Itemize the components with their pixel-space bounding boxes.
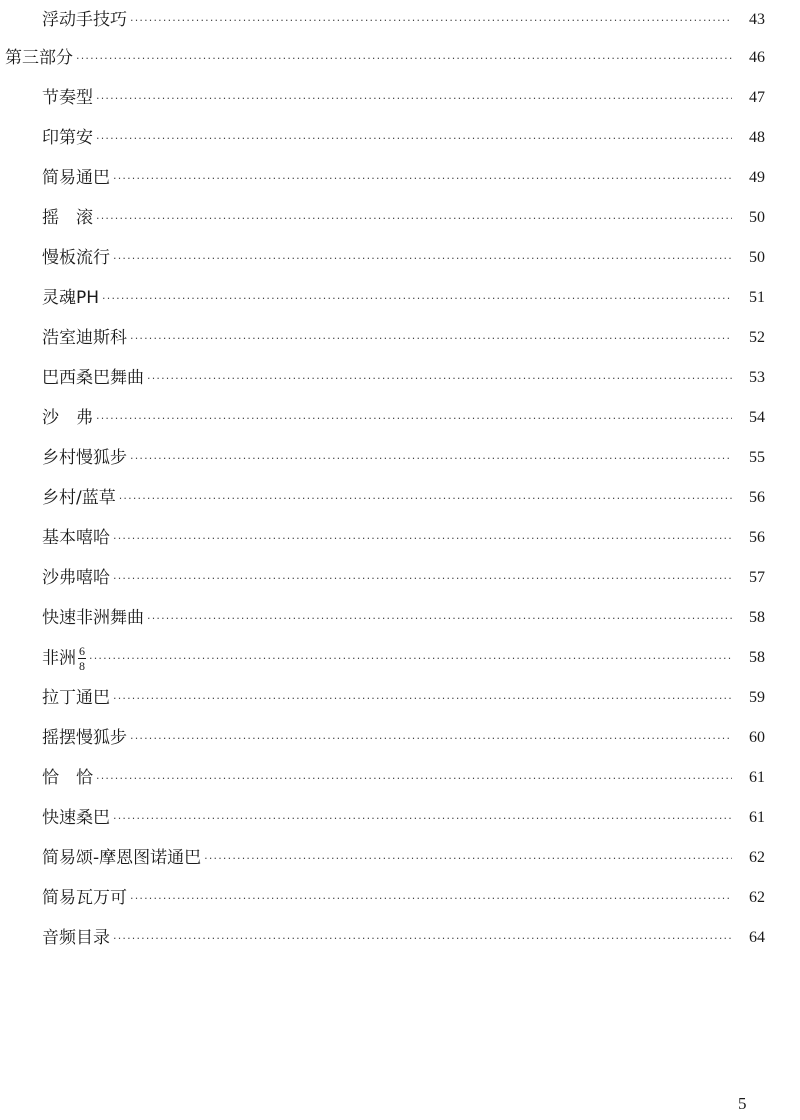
toc-entry-title: 乡村/蓝草 xyxy=(42,488,116,508)
toc-entry-title: 简易通巴 xyxy=(42,168,110,188)
dot-leader xyxy=(130,888,732,908)
toc-entry-title: 沙 弗 xyxy=(42,408,93,428)
toc-entry[interactable] xyxy=(0,678,800,718)
fraction-numerator: 6 xyxy=(79,643,85,658)
toc-section-heading[interactable] xyxy=(0,38,800,78)
toc-entry-page: 58 xyxy=(749,649,765,666)
toc-entry-page: 57 xyxy=(749,569,765,586)
dot-leader xyxy=(113,808,732,828)
page-number: 5 xyxy=(738,1094,747,1113)
dot-leader xyxy=(102,288,732,308)
toc-entry-page: 54 xyxy=(749,409,765,426)
toc-entry-page: 62 xyxy=(749,849,765,866)
toc-entry-page: 60 xyxy=(749,729,765,746)
dot-leader xyxy=(130,328,732,348)
toc-entry-title: 节奏型 xyxy=(42,88,93,108)
time-signature-fraction xyxy=(78,645,86,672)
dot-leader xyxy=(113,248,732,268)
toc-entry[interactable] xyxy=(0,278,800,318)
toc-entry[interactable] xyxy=(0,838,800,878)
toc-entry-title: 摇摆慢狐步 xyxy=(42,728,127,748)
toc-entry-page: 51 xyxy=(749,289,765,306)
toc-entry-page: 52 xyxy=(749,329,765,346)
toc-entry-title xyxy=(42,645,86,672)
toc-entry-title: 快速非洲舞曲 xyxy=(42,608,144,628)
toc-entry[interactable] xyxy=(0,598,800,638)
dot-leader xyxy=(147,368,732,388)
toc-entry-page: 47 xyxy=(749,89,765,106)
toc-entry[interactable] xyxy=(0,158,800,198)
toc-entry[interactable] xyxy=(0,318,800,358)
toc-entry-page: 62 xyxy=(749,889,765,906)
toc-entry-page: 56 xyxy=(749,489,765,506)
toc-entry[interactable] xyxy=(0,118,800,158)
toc-entry-title: 简易瓦万可 xyxy=(42,888,127,908)
toc-entry[interactable] xyxy=(0,0,800,40)
dot-leader xyxy=(113,928,732,948)
dot-leader xyxy=(89,648,732,668)
toc-entry-page: 53 xyxy=(749,369,765,386)
dot-leader xyxy=(96,408,732,428)
dot-leader xyxy=(76,48,732,68)
toc-entry-title: 灵魂PH xyxy=(42,288,100,308)
toc-entry-page: 64 xyxy=(749,929,765,946)
toc-entry-title: 摇 滚 xyxy=(42,208,93,228)
toc-entry-page: 43 xyxy=(749,11,765,28)
toc-entry-title: 慢板流行 xyxy=(42,248,110,268)
dot-leader xyxy=(130,10,732,30)
toc-entry-title: 拉丁通巴 xyxy=(42,688,110,708)
toc-entry-page: 58 xyxy=(749,609,765,626)
toc-entry-page: 50 xyxy=(749,209,765,226)
dot-leader xyxy=(96,768,732,788)
fraction-denominator: 8 xyxy=(79,658,85,673)
toc-entry[interactable] xyxy=(0,358,800,398)
dot-leader xyxy=(119,488,732,508)
dot-leader xyxy=(113,168,732,188)
dot-leader xyxy=(130,448,732,468)
dot-leader xyxy=(96,208,732,228)
toc-entry[interactable] xyxy=(0,758,800,798)
toc-entry[interactable] xyxy=(0,398,800,438)
toc-entry-title: 简易颂-摩恩图诺通巴 xyxy=(42,848,202,868)
toc-entry[interactable] xyxy=(0,878,800,918)
toc-entry-page: 46 xyxy=(749,49,765,66)
toc-entry-title: 快速桑巴 xyxy=(42,808,110,828)
toc-entry-title: 浮动手技巧 xyxy=(42,10,127,30)
dot-leader xyxy=(113,528,732,548)
toc-entry-page: 56 xyxy=(749,529,765,546)
toc-entry[interactable] xyxy=(0,78,800,118)
toc-entry-title: 恰 恰 xyxy=(42,768,93,788)
toc-entry-page: 61 xyxy=(749,769,765,786)
toc-entry-page: 55 xyxy=(749,449,765,466)
toc-entry[interactable] xyxy=(0,438,800,478)
toc-entry[interactable] xyxy=(0,798,800,838)
toc-entry[interactable] xyxy=(0,518,800,558)
toc-entry[interactable] xyxy=(0,918,800,958)
toc-entry-title: 基本嘻哈 xyxy=(42,528,110,548)
toc-entry-title: 巴西桑巴舞曲 xyxy=(42,368,144,388)
toc-section-title: 第三部分 xyxy=(5,48,73,68)
toc-entry-title: 浩室迪斯科 xyxy=(42,328,127,348)
toc-entry[interactable] xyxy=(0,238,800,278)
dot-leader xyxy=(130,728,732,748)
toc-entry-page: 50 xyxy=(749,249,765,266)
dot-leader xyxy=(204,848,732,868)
toc-entry[interactable] xyxy=(0,718,800,758)
toc-entry-page: 59 xyxy=(749,689,765,706)
toc-entry-title-text: 非洲 xyxy=(42,648,76,668)
dot-leader xyxy=(96,88,732,108)
dot-leader xyxy=(113,688,732,708)
toc-entry-title: 印第安 xyxy=(42,128,93,148)
toc-entry-page: 61 xyxy=(749,809,765,826)
dot-leader xyxy=(96,128,732,148)
toc-entry[interactable] xyxy=(0,478,800,518)
toc-entry-title: 乡村慢狐步 xyxy=(42,448,127,468)
dot-leader xyxy=(113,568,732,588)
toc-entry-page: 48 xyxy=(749,129,765,146)
toc-entry[interactable] xyxy=(0,558,800,598)
dot-leader xyxy=(147,608,732,628)
toc-entry[interactable] xyxy=(0,198,800,238)
toc-entry-page: 49 xyxy=(749,169,765,186)
toc-entry-title: 沙弗嘻哈 xyxy=(42,568,110,588)
toc-entry[interactable] xyxy=(0,638,800,678)
toc-entry-title: 音频目录 xyxy=(42,928,110,948)
